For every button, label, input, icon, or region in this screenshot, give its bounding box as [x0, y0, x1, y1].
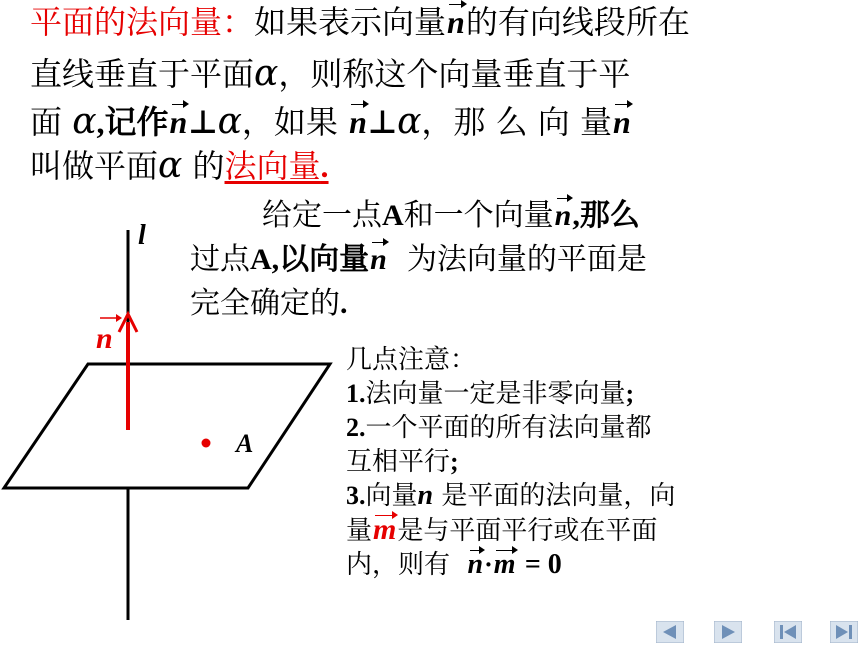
definition-text: 直线垂直于平面 [30, 55, 255, 93]
point-a-text: A [382, 199, 404, 232]
paragraph-text: ,以向量 [271, 243, 370, 276]
vector-n: n [369, 240, 388, 280]
paragraph-text: ,那么 [572, 199, 640, 232]
next-button[interactable] [714, 621, 742, 643]
perp-symbol: ⊥ [188, 103, 218, 141]
paragraph-text: 完全确定的 [190, 286, 340, 321]
note-2: 2.一个平面的所有法向量都 [346, 413, 652, 443]
alpha-symbol: α [254, 53, 279, 94]
note-3-end: 内，则有 n·m = 0 [346, 549, 562, 580]
definition-term: 平面的法向量： [30, 3, 255, 41]
note-1: 1.法向量一定是非零向量; [346, 379, 635, 409]
paragraph-text: 和一个向量 [403, 198, 554, 233]
vector-n: n [417, 480, 434, 511]
paragraph-text: 过点 [190, 242, 250, 277]
definition-text: 的有向线段所在 [465, 3, 690, 41]
vector-n: n [554, 196, 573, 236]
equals-zero: = 0 [524, 549, 562, 580]
definition-text: 的 [192, 147, 225, 185]
note-2-cont: 互相平行; [346, 447, 459, 477]
definition-text: ，如果 [241, 103, 338, 141]
definition-text: ,记作 [96, 104, 169, 140]
perp-symbol: ⊥ [367, 103, 398, 141]
vector-n: n [467, 549, 484, 580]
definition-text: ，那 么 向 量 [421, 103, 612, 141]
normal-vector-term: 法向量. [224, 147, 329, 185]
note-3-cont: 量m是与平面平行或在平面 [346, 513, 658, 546]
vector-n: n [169, 104, 188, 140]
first-button[interactable] [774, 621, 802, 643]
vector-n: n [447, 4, 465, 40]
paragraph-text: 为法向量的平面是 [406, 242, 647, 277]
definition-text: 如果表示向量 [254, 3, 447, 41]
definition-text: 面 [30, 103, 63, 141]
vector-n: n [612, 104, 631, 140]
alpha-symbol: α [217, 101, 242, 142]
dot-symbol: · [484, 550, 493, 579]
definition-text: ，则称这个向量垂直于平 [278, 55, 631, 93]
alpha-symbol: α [72, 101, 97, 142]
last-button[interactable] [830, 621, 858, 643]
line-label: l [138, 220, 146, 251]
point-a-dot [202, 439, 211, 448]
paragraph-text: 给定一点 [262, 198, 382, 233]
note-3: 3.向量n 是平面的法向量，向 [346, 480, 676, 511]
normal-label-arrowhead-icon [116, 314, 122, 322]
paragraph-dot: . [340, 287, 348, 320]
vector-m: m [373, 513, 397, 546]
vector-n: n [349, 104, 367, 140]
plane-diagram [0, 210, 340, 630]
point-a-label: A [236, 429, 254, 458]
point-a-text: A [250, 243, 272, 276]
definition-line-1 [30, 2, 690, 42]
definition-line-3 [30, 102, 632, 142]
definition-text: 叫做平面 [30, 147, 159, 185]
alpha-symbol: α [397, 101, 422, 142]
notes-block [346, 343, 675, 582]
vector-m: m [493, 549, 516, 580]
alpha-symbol: α [158, 145, 183, 186]
notes-title: 几点注意： [346, 345, 477, 375]
normal-label: n [96, 322, 113, 355]
previous-button[interactable] [656, 621, 684, 643]
plane-parallelogram [4, 364, 330, 488]
definition-line-4 [30, 146, 329, 186]
definition-line-2 [30, 54, 630, 94]
